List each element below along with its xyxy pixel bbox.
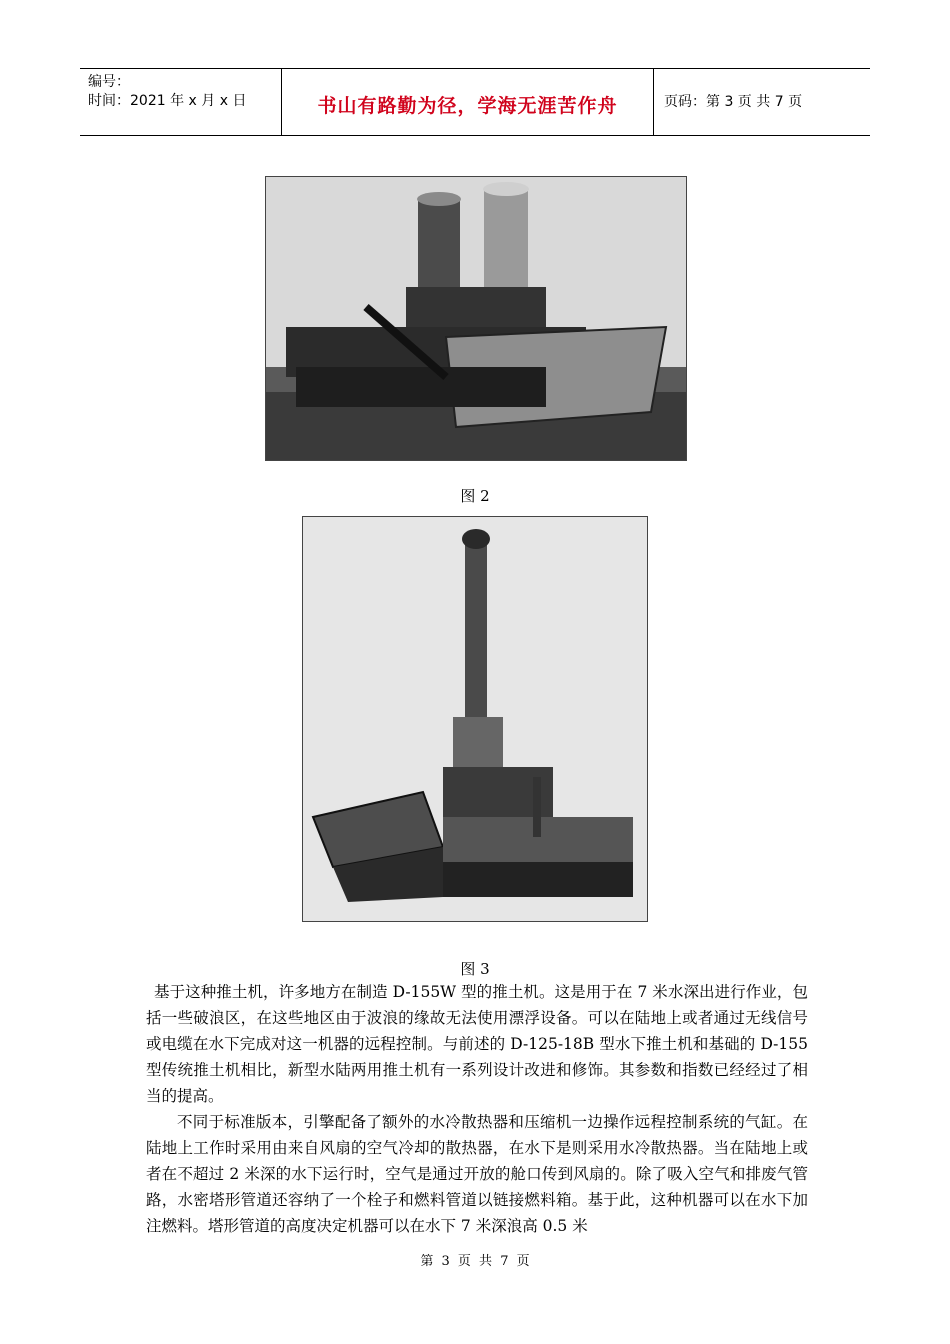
header-meta-cell bbox=[80, 69, 282, 135]
article-body bbox=[146, 979, 808, 1239]
figure-2-photo bbox=[265, 176, 687, 461]
motto: 书山有路勤为径，学海无涯苦作舟 bbox=[317, 95, 618, 117]
date-label: 时间：2021 年 x 月 x 日 bbox=[88, 93, 247, 109]
page-footer: 第 3 页 共 7 页 bbox=[420, 1254, 530, 1269]
header-page-cell bbox=[654, 69, 870, 135]
figure-2-caption: 图 2 bbox=[460, 487, 490, 505]
number-label: 编号： bbox=[88, 74, 130, 90]
paragraph-2: 不同于标准版本，引擎配备了额外的水冷散热器和压缩机一边操作远程控制系统的气缸。在陆地上工作时采用由来自风扇的空气冷却的散热器，在水下是则采用水冷散热器。当在陆地上或者在不超过 2 米深的水下运行时，空气是通过开放的舱口传到风扇的。除了吸入空气和排废气管路，水密塔形管道还容纳了一个栓子和燃料管道以链接燃料箱。基于此，这种机器可以在水下加注燃料。塔形管道的高度决定机器可以在水下 7 米深浪高 0.5 米 bbox=[146, 1113, 808, 1235]
header-motto-cell bbox=[282, 69, 654, 135]
figure-3-photo bbox=[302, 516, 648, 922]
page-label: 页码：第 3 页 共 7 页 bbox=[664, 94, 803, 110]
header-table bbox=[80, 68, 870, 136]
paragraph-1: 基于这种推土机，许多地方在制造 D-155W 型的推土机。这是用于在 7 米水深出进行作业，包括一些破浪区，在这些地区由于波浪的缘故无法使用漂浮设备。可以在陆地上或者通过无线信号或电缆在水下完成对这一机器的远程控制。与前述的 D-125-18B 型水下推土机和基础的 D-155 型传统推土机相比，新型水陆两用推土机有一系列设计改进和修饰。其参数和指数已经经过了相当的提高。 bbox=[146, 983, 808, 1105]
figure-3-caption: 图 3 bbox=[460, 960, 490, 978]
